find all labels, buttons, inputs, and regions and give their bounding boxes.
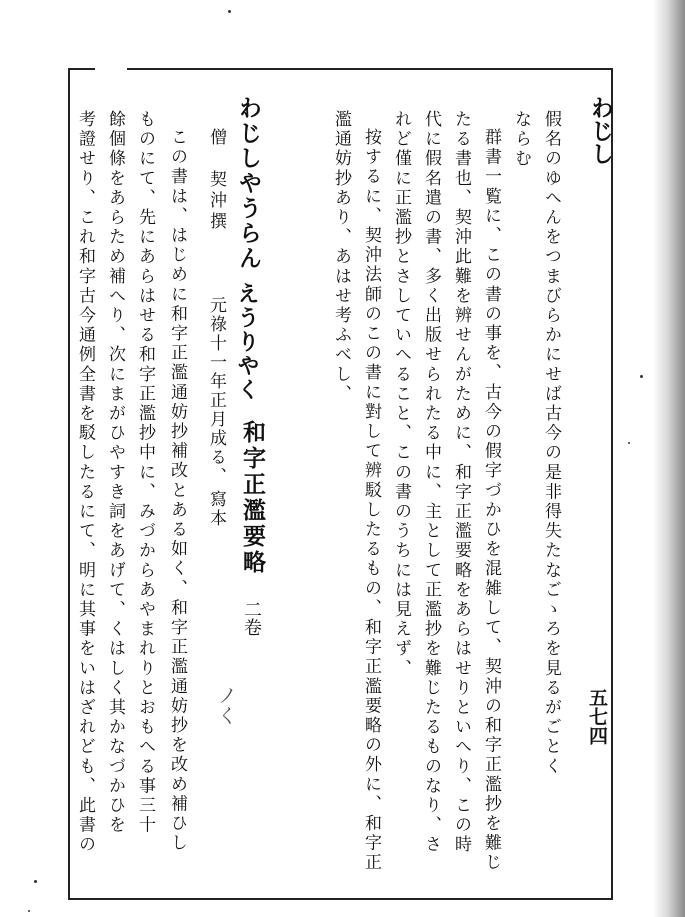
- text-column: たる書也、契沖此難を辨せんがために、和字正濫要略をあらはせりといへり、この時: [451, 110, 471, 855]
- text-column: ものにて、先にあらはせる和字正濫抄中に、みづからあやまれりとおもへる事三十: [135, 110, 155, 836]
- manuscript-note: 寫本: [206, 490, 226, 528]
- date-note: 元祿十一年正月成る、: [206, 296, 226, 486]
- text-column: 餘個條をあらため補へり、次にまがひやすき詞をあげて、くはしく其かなづかひを: [105, 110, 125, 836]
- book-title: 和字正濫要略: [239, 420, 266, 576]
- text-column: れど僅に正濫抄とさしていへること、この書のうちには見えず、: [391, 110, 411, 679]
- entry-subtitle: えうりやく: [234, 282, 260, 402]
- text-column: 群書一覧に、この書の事を、古今の假字づかひを混雑して、契沖の和字正濫抄を難じ: [481, 128, 501, 873]
- entry-title: わじしやうらん: [235, 96, 262, 271]
- scan-speck: [28, 910, 30, 912]
- handwritten-mark: ノく: [214, 685, 238, 725]
- scan-speck: [640, 375, 643, 378]
- border-gap: [95, 68, 127, 71]
- text-column: この書は、はじめに和字正濫通妨抄補改とある如く、和字正濫通妨抄を改め補ひし: [167, 128, 187, 854]
- text-column: 濫通妨抄あり、あはせ考ふべし、: [331, 110, 351, 404]
- scan-speck: [628, 442, 630, 444]
- text-column: 代に假名遣の書、多く出版せられたる中に、主として正濫抄を難じたるものなり、さ: [421, 110, 441, 855]
- running-header: わじし: [587, 96, 614, 165]
- text-column: ならむ: [511, 110, 531, 169]
- page-number: 五七四: [586, 688, 608, 745]
- text-column: 考證せり、これ和字古今通例全書を駁したるにて、明に其事をいはざれども、此書の: [75, 110, 95, 855]
- scan-speck: [34, 880, 37, 883]
- volume-count: 二卷: [241, 600, 262, 636]
- text-column: 按するに、契沖法師のこの書に對して辨駁したるもの、和字正濫要略の外に、和字正: [361, 128, 381, 873]
- text-column: 假名のゆへんをつまびらかにせば古今の是非得失たなごゝろを見るがごとく: [541, 110, 561, 777]
- page-edge-shadow: [653, 0, 685, 917]
- scan-speck: [228, 10, 231, 13]
- author-line: 僧 契沖撰: [206, 128, 226, 233]
